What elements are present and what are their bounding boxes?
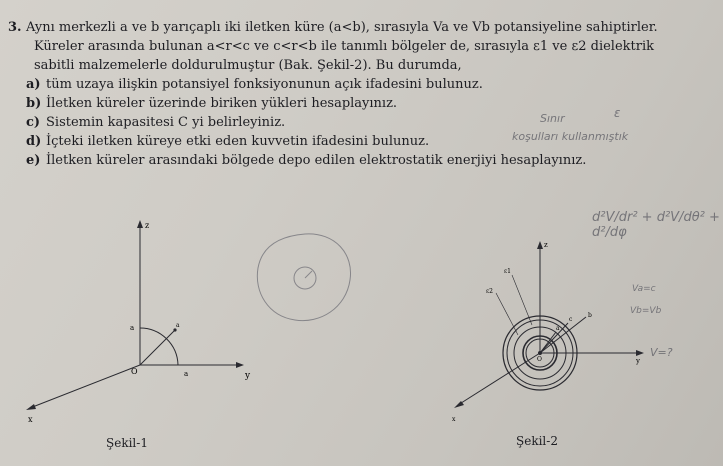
fig2-y-arrow xyxy=(636,350,644,356)
item-text: İçteki iletken küreye etki eden kuvvetin ifadesini bulunuz. xyxy=(46,134,430,149)
sketch-outer-circle xyxy=(257,234,350,321)
z-arrow xyxy=(137,220,143,228)
handwritten-side-1: Va=c xyxy=(632,284,656,294)
fig2-c-label: c xyxy=(569,316,573,323)
figure-2-caption: Şekil-2 xyxy=(516,434,558,448)
intro-text-3: sabitli malzemelerle doldurulmuştur (Bak. Şekil-2). Bu durumda, xyxy=(34,58,462,73)
x-arrow xyxy=(26,404,36,410)
question-intro-line-1 xyxy=(8,18,718,37)
x-axis xyxy=(30,365,140,408)
question-block xyxy=(8,18,718,170)
fig1-z-label: z xyxy=(145,221,150,230)
intro-text-2: Küreler arasında bulunan a<r<c ve c<r<b ile tanımlı bölgeler de, sırasıyla ε1 ve ε2 dielektrik xyxy=(34,39,654,54)
fig2-x-axis xyxy=(458,353,540,405)
item-text: İletken küreler arasındaki bölgede depo edilen elektrostatik enerjiyi hesaplayınız. xyxy=(46,153,587,168)
question-intro-line-3 xyxy=(8,56,718,75)
eps2-pointer xyxy=(496,293,518,335)
fig2-z-arrow xyxy=(537,241,543,249)
y-arrow xyxy=(236,362,244,368)
item-text: tüm uzaya ilişkin potansiyel fonksiyonunun açık ifadesini bulunuz. xyxy=(46,77,483,92)
handwritten-note-2: koşulları kullanmıştık xyxy=(512,130,629,143)
fig2-z-label: z xyxy=(544,241,548,249)
handwritten-formula: d²V/dr² + d²V/dθ² + d²/dφ xyxy=(592,210,720,240)
fig2-a-label: a xyxy=(556,325,560,332)
fig1-a-y-label: a xyxy=(184,370,189,378)
hand-sketch xyxy=(250,228,360,328)
fig1-origin-label: O xyxy=(131,367,138,376)
handwritten-side-2: Vb=Vb xyxy=(630,306,662,316)
figure-1 xyxy=(20,210,260,430)
fig2-b-label: b xyxy=(588,312,592,319)
item-text: Sistemin kapasitesi C yi belirleyiniz. xyxy=(46,115,286,130)
intro-text-1: Aynı merkezli a ve b yarıçaplı iki iletken küre (a<b), sırasıyla Va ve Vb potansiyeline sahiptirler. xyxy=(26,20,658,35)
question-intro-line-2 xyxy=(8,37,718,56)
fig2-eps1-label: ε1 xyxy=(504,268,511,275)
fig2-origin-dot xyxy=(538,351,542,355)
item-text: İletken küreler üzerinde biriken yükleri hesaplayınız. xyxy=(46,96,398,111)
sketch-radius xyxy=(305,271,312,278)
item-label: c) xyxy=(26,115,41,130)
handwritten-note-3: ε xyxy=(614,106,621,120)
question-item-a xyxy=(8,75,718,94)
fig1-x-label: x xyxy=(28,415,33,424)
fig2-origin-label: O xyxy=(537,356,542,363)
item-label: e) xyxy=(26,153,41,168)
handwritten-side-3: V=? xyxy=(650,346,673,359)
question-item-b xyxy=(8,94,718,113)
fig2-y-label: y xyxy=(636,357,640,365)
item-label: b) xyxy=(26,96,42,111)
fig1-y-label: y xyxy=(245,371,251,381)
fig1-a-z-label: a xyxy=(130,324,135,332)
fig2-x-label: x xyxy=(452,416,456,423)
fig2-eps2-label: ε2 xyxy=(486,288,493,295)
item-label: d) xyxy=(26,134,42,149)
radius-line xyxy=(140,330,175,365)
figure-1-caption: Şekil-1 xyxy=(106,436,148,450)
item-label: a) xyxy=(26,77,41,92)
question-number: 3. xyxy=(8,20,22,35)
figure-2 xyxy=(440,235,650,435)
handwritten-note-1: Sınır xyxy=(540,112,565,125)
question-item-e xyxy=(8,151,718,170)
fig1-r-label: a xyxy=(176,322,180,329)
eps1-pointer xyxy=(512,275,532,325)
radius-b xyxy=(540,317,586,353)
